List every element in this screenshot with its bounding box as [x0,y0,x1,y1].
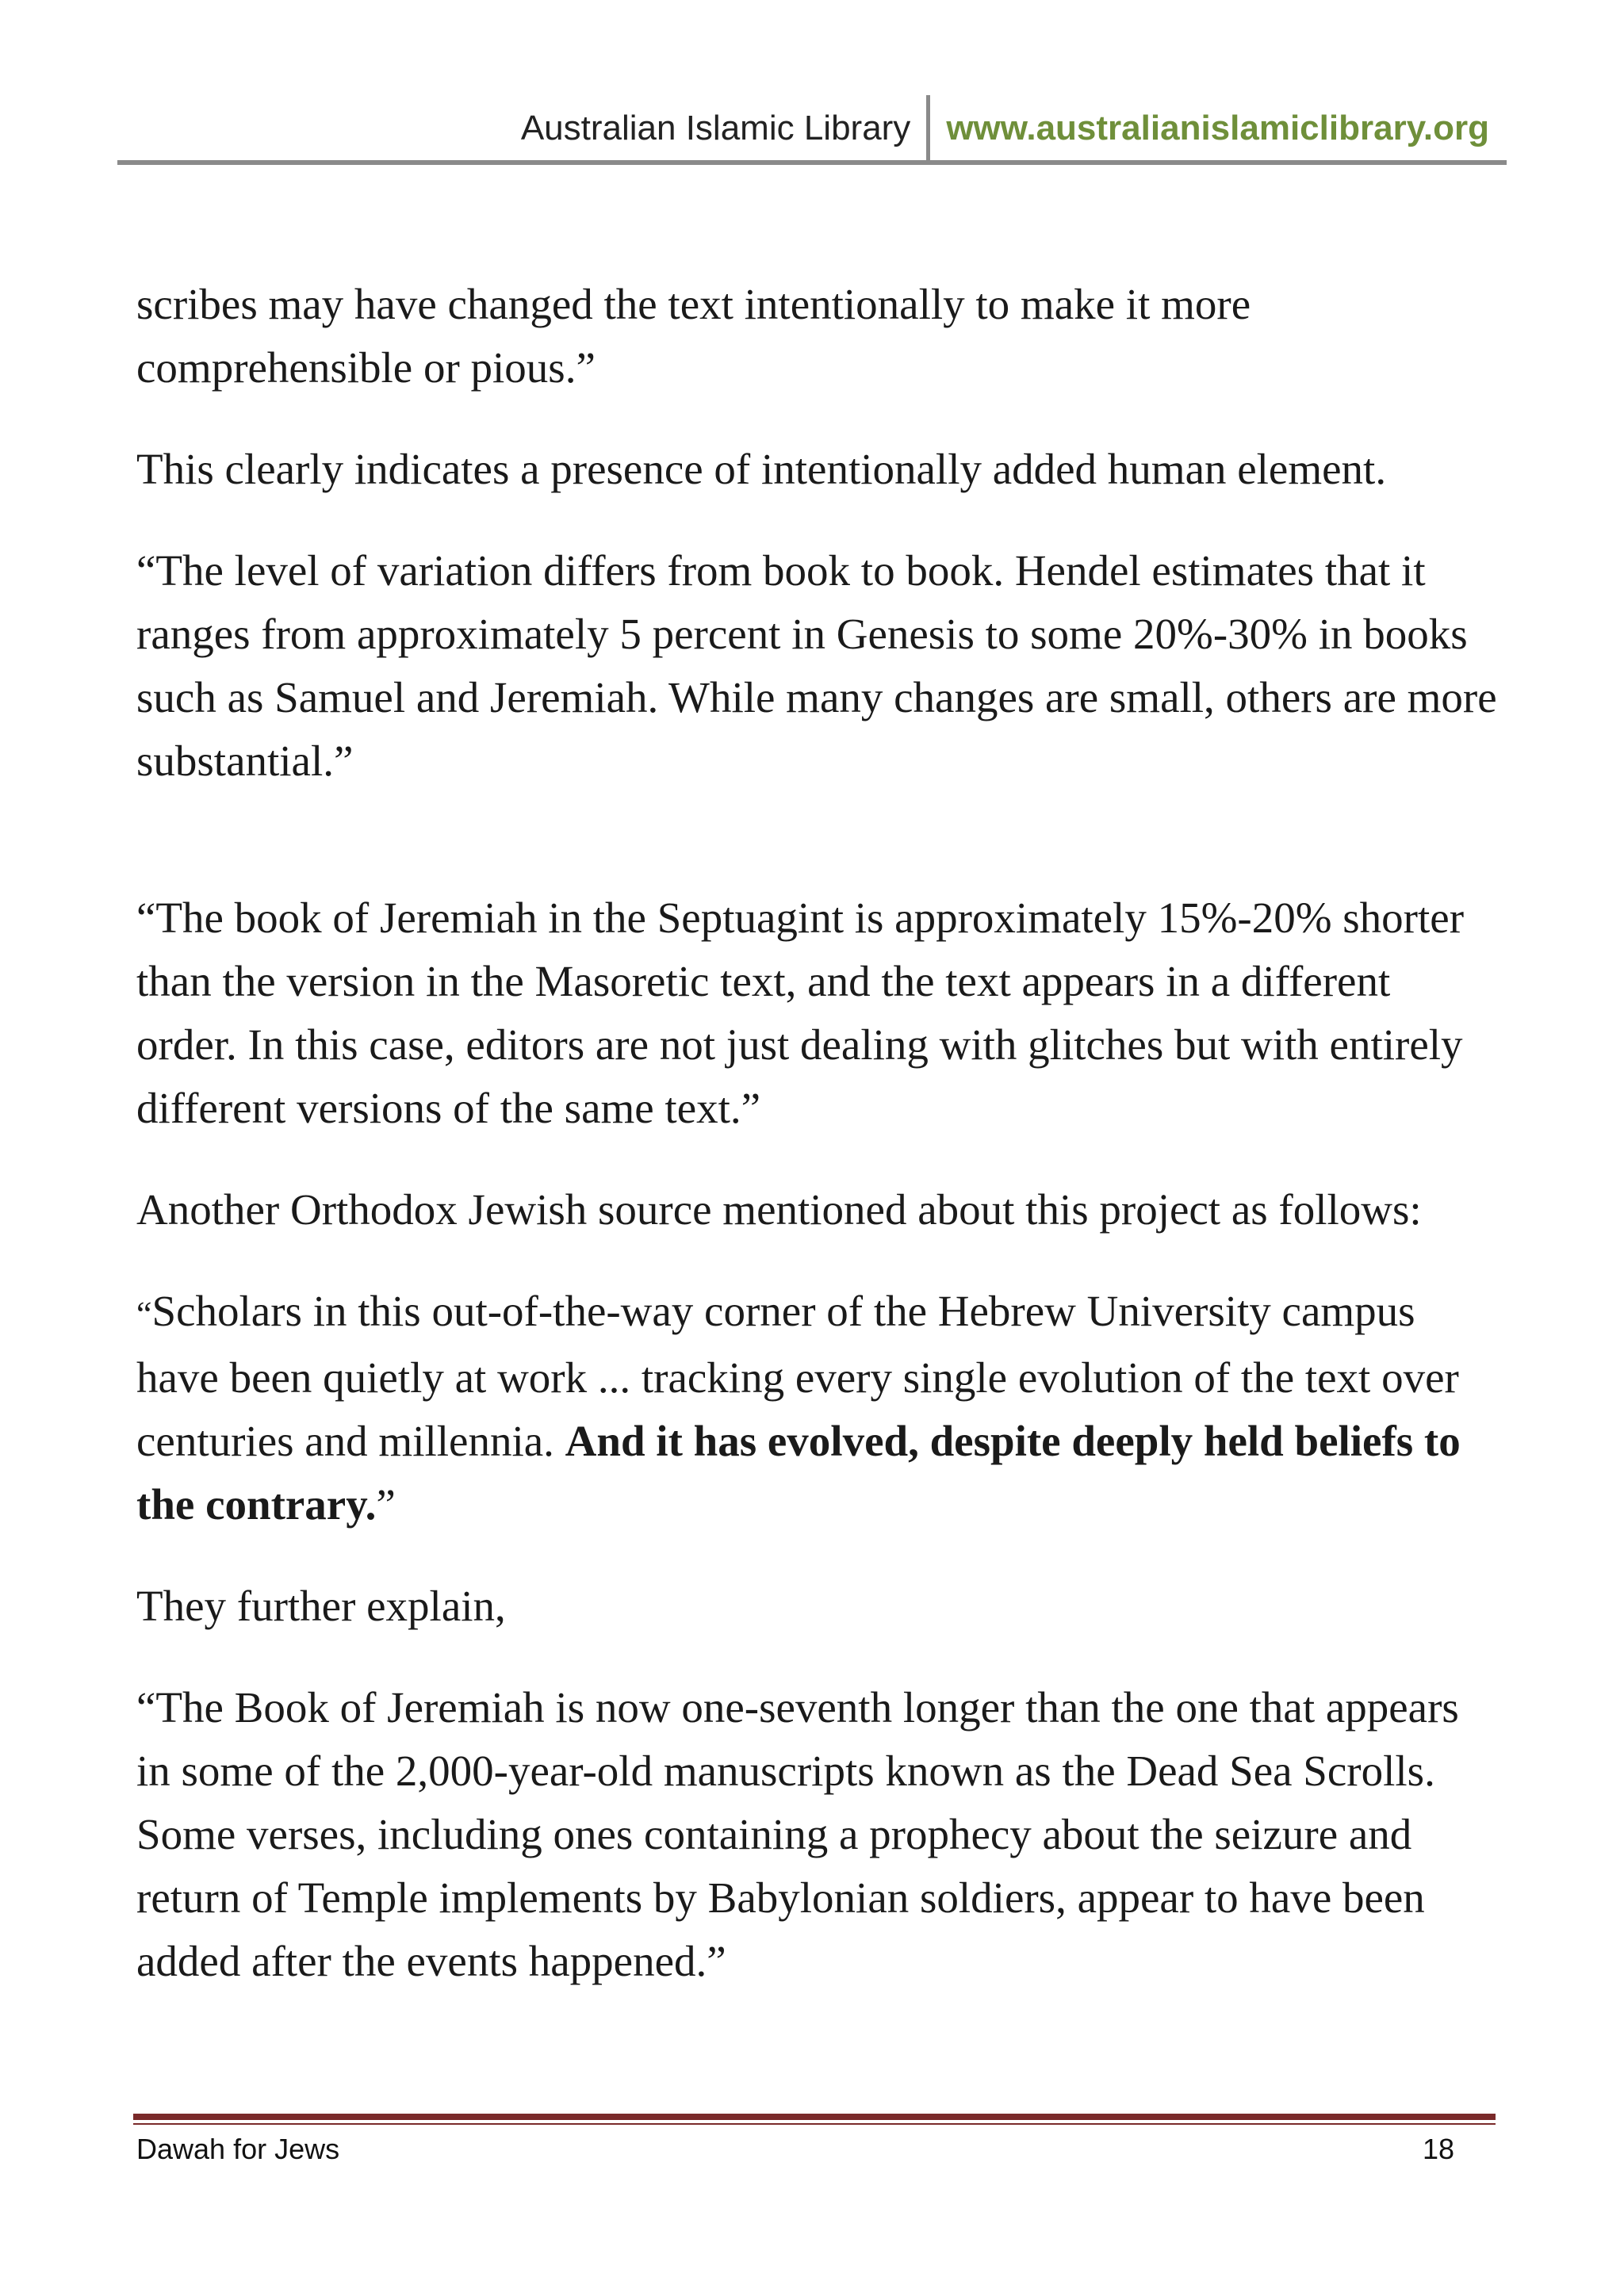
page-number: 18 [1422,2133,1454,2165]
header-bar [521,95,1489,162]
paragraph-6 [136,1280,1500,1536]
page-header [117,95,1507,165]
footer-rule [133,2114,1496,2120]
paragraph-2: This clearly indicates a presence of intentionally added human element. [136,445,1387,493]
paragraph-6-bold: And it has evolved, despite deeply held beliefs to the contrary. [136,1417,1461,1529]
paragraph-6-close-quote: ” [376,1480,396,1529]
footer-rule-thin [133,2123,1496,2125]
paragraph-1: scribes may have changed the text intentionally to make it more comprehensible or pious.” [136,280,1251,392]
paragraph-4: “The book of Jeremiah in the Septuagint is approximately 15%-20% shorter than the version in the Masoretic text, and the text appears in a different order. In this case, editors are not just dealing with glitches but with entirely different versions of the same text.” [136,894,1465,1132]
paragraph-6-open-quote: “ [136,1295,152,1334]
page-content [136,273,1500,2031]
header-url[interactable]: www.australianislamiclibrary.org [946,109,1489,147]
paragraph-6-text: Scholars in this out-of-the-way corner of the Hebrew University campus have been quietly at work ... tracking every single evolution of the text over centuries and millennia. [136,1287,1459,1465]
header-rule [117,160,1507,165]
paragraph-8: “The Book of Jeremiah is now one-seventh longer than the one that appears in some of the 2,000-year-old manuscripts known as the Dead Sea Scrolls. Some verses, including ones containing a prophecy about the seizure and return of Temple implements by Babylonian soldiers, appear to have been added after the events happened.” [136,1683,1459,1985]
paragraph-7: They further explain, [136,1582,506,1630]
header-title: Australian Islamic Library [520,109,911,147]
footer-title: Dawah for Jews [136,2133,340,2165]
paragraph-3: “The level of variation differs from book to book. Hendel estimates that it ranges from approximately 5 percent in Genesis to some 20%-30% in books such as Samuel and Jeremiah. While many changes are small, others are more substantial.” [136,546,1497,785]
paragraph-5: Another Orthodox Jewish source mentioned about this project as follows: [136,1185,1422,1234]
